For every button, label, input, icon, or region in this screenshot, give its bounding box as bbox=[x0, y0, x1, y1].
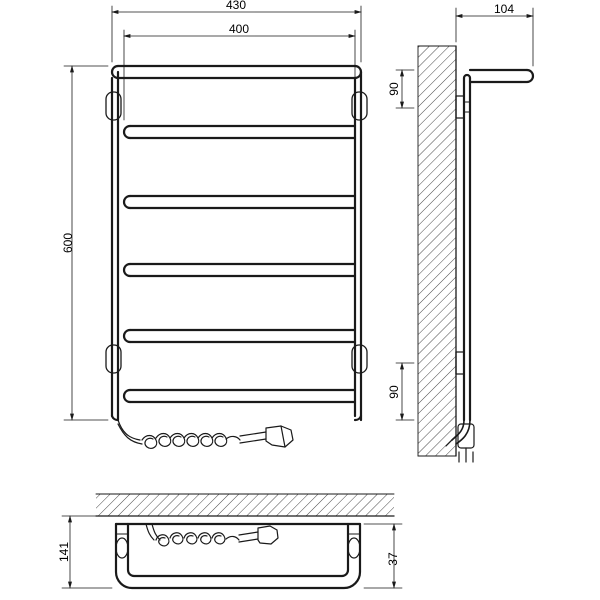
bracket-top bbox=[106, 92, 367, 120]
top-view bbox=[96, 494, 394, 588]
power-cord bbox=[118, 420, 293, 448]
dim-top-view-depth: 37 bbox=[386, 552, 400, 566]
dim-overall-width: 430 bbox=[225, 0, 247, 12]
dim-depth: 104 bbox=[493, 2, 515, 16]
front-dimensions bbox=[64, 6, 361, 420]
front-view bbox=[106, 66, 367, 448]
top-dimensions bbox=[62, 516, 402, 588]
dim-top-bracket-offset: 90 bbox=[387, 82, 401, 96]
dim-inner-width: 400 bbox=[228, 22, 250, 36]
dim-top-view-height: 141 bbox=[57, 541, 71, 563]
rungs bbox=[124, 126, 355, 402]
dim-overall-height: 600 bbox=[61, 232, 75, 254]
bracket-bottom bbox=[106, 345, 367, 373]
side-view bbox=[418, 46, 533, 462]
dim-bottom-bracket-offset: 90 bbox=[387, 385, 401, 399]
